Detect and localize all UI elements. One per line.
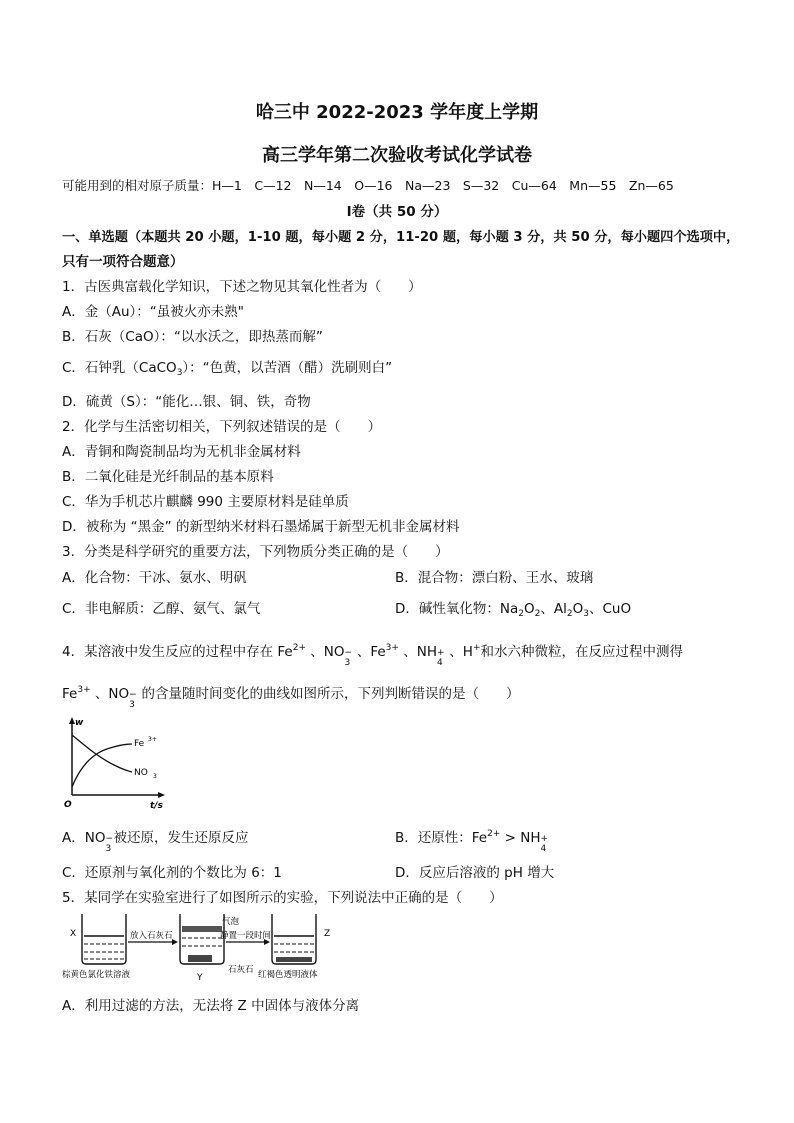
section-title: Ⅰ卷（共 50 分）	[346, 204, 448, 220]
q4-a-sub: 3	[105, 844, 112, 854]
q2-option-b: B．二氧化硅是光纤制品的基本原料	[62, 469, 274, 485]
q4-graph	[62, 715, 172, 810]
beaker-x	[82, 914, 126, 964]
q3-stem: 3．分类是科学研究的重要方法，下列物质分类正确的是（ ）	[62, 544, 449, 560]
q4-b-sup: 2+	[487, 829, 501, 839]
q4-nh4-sub: 4	[437, 658, 443, 668]
beaker-z-solid	[276, 957, 312, 962]
q3-option-d	[395, 597, 631, 619]
q3-d-mid-3: O	[572, 601, 584, 617]
q4-b-nh4-sup: +	[540, 834, 549, 844]
graph-curve-no3	[72, 735, 132, 772]
beaker-z	[272, 914, 316, 964]
q2-option-c: C．华为手机芯片麒麟 990 主要原材料是硅单质	[62, 494, 349, 510]
label-z: Z	[324, 929, 331, 939]
q3-d-mid-2: 、Al	[540, 601, 567, 617]
instructions-line-1: 一、单选题（本题共 20 小题，1-10 题，每小题 2 分，11-20 题，每小题 3 分，共 50 分，每小题四个选项中，	[62, 230, 740, 245]
q4-stem-post: 和水六种微粒，在反应过程中测得	[480, 644, 683, 660]
instructions-line-2: 只有一项符合题意）	[62, 254, 184, 270]
q4-nh4-sup: +	[437, 648, 445, 658]
q2-option-a: A．青铜和陶瓷制品均为无机非金属材料	[62, 444, 301, 460]
q5-stem: 5．某同学在实验室进行了如图所示的实验，下列说法中正确的是（ ）	[62, 890, 503, 906]
q4-a-post: 被还原，发生还原反应	[113, 830, 249, 846]
q3-d-sub-2: 2	[534, 609, 541, 619]
arrow-1-label: 放入石灰石	[130, 931, 173, 941]
label-x: X	[70, 929, 77, 939]
exam-subtitle: 高三学年第二次验收考试化学试卷	[262, 145, 532, 166]
beaker-y-bubbles	[182, 926, 222, 932]
q4-no3-sub: 3	[344, 658, 351, 668]
q4-h: 、H	[449, 644, 473, 660]
q4-a-pre: A．NO	[62, 830, 106, 846]
q4-l2-no3: 、NO	[94, 686, 130, 702]
q5-option-a: A．利用过滤的方法，无法将 Z 中固体与液体分离	[62, 998, 360, 1014]
q3-d-post: 、CuO	[589, 601, 632, 617]
q4-no3-sup: −	[344, 648, 353, 658]
bubble-label: 气泡	[222, 917, 240, 927]
graph-x-arrow	[158, 792, 165, 798]
q4-fe3: 、Fe	[356, 644, 386, 660]
q2-option-d: D．被称为 “黑金” 的新型纳米材料石墨烯属于新型无机非金属材料	[62, 519, 460, 535]
q3-d-mid-1: O	[524, 601, 535, 617]
label-z-desc: 红褐色透明液体	[258, 970, 318, 980]
q4-b-pre: B．还原性：Fe	[395, 830, 488, 846]
graph-label-no: NO	[134, 768, 148, 778]
q3-option-b: B．混合物：漂白粉、王水、玻璃	[395, 570, 594, 586]
q3-d-pre: D．碱性氧化物：Na	[395, 601, 519, 617]
q3-option-a: A．化合物：干冰、氨水、明矾	[62, 570, 247, 586]
q1-c-pre: C．石钟乳（CaCO	[62, 360, 177, 376]
q2-stem: 2．化学与生活密切相关，下列叙述错误的是（ ）	[62, 419, 382, 435]
q4-stem	[62, 640, 683, 668]
q1-c-sub: 3	[176, 368, 183, 378]
q4-fe3-sup: 3+	[385, 643, 399, 653]
q4-l2-no3-sup: −	[129, 690, 137, 700]
q4-nh4: 、NH	[403, 644, 437, 660]
graph-curve-fe3	[72, 744, 132, 787]
q1-option-c	[62, 356, 392, 378]
q4-a-sup: −	[105, 834, 114, 844]
q4-sup-fe2: 2+	[292, 643, 306, 653]
q3-d-sub-1: 2	[518, 609, 525, 619]
q4-b-nh4-sub: 4	[540, 844, 547, 854]
q3-d-sub-4: 3	[583, 609, 589, 619]
q4-option-d: D．反应后溶液的 pH 增大	[395, 865, 555, 881]
label-y-desc: 石灰石	[228, 965, 254, 975]
beaker-y-limestone	[188, 955, 212, 962]
q4-l2-post: 的含量随时间变化的曲线如图所示，下列判断错误的是（ ）	[141, 686, 520, 702]
q4-l2-fe: Fe	[62, 686, 78, 702]
graph-x-label: t/s	[150, 801, 163, 810]
q1-stem: 1．古医典富载化学知识，下述之物见其氧化性者为（ ）	[62, 279, 422, 295]
q4-b-mid: > NH	[500, 830, 541, 846]
graph-y-label: w	[75, 718, 84, 728]
q4-stem-line-2	[62, 682, 520, 710]
q1-option-d: D．硫黄（S）：“能化…银、铜、铁，奇物	[62, 394, 311, 410]
arrow-2-label: 静置一段时间	[220, 931, 272, 941]
q1-c-post: ）：“色黄，以苦酒（醋）洗刷则白”	[182, 360, 393, 376]
q4-no3: 、NO	[310, 644, 345, 660]
q4-option-b	[395, 826, 549, 854]
graph-label-fe: Fe	[134, 739, 145, 749]
q5-experiment-diagram	[62, 908, 362, 983]
graph-label-fe-sup: 3+	[148, 736, 157, 743]
q4-option-a	[62, 826, 249, 854]
graph-origin: O	[64, 800, 72, 810]
q4-h-sup: +	[472, 643, 481, 653]
q1-option-a: A．金（Au）：“虽被火亦未熟"	[62, 304, 244, 320]
label-x-desc: 棕黄色氯化铁溶液	[62, 970, 131, 980]
q3-d-sub-3: 2	[566, 609, 573, 619]
arrow-1-head	[172, 939, 178, 945]
q4-l2-no3-sub: 3	[129, 700, 135, 710]
graph-label-no-sub: 3	[153, 773, 157, 780]
q4-l2-fe-sup: 3+	[77, 685, 91, 695]
q3-option-c: C．非电解质：乙醇、氨气、氯气	[62, 601, 261, 617]
q4-option-c: C．还原剂与氧化剂的个数比为 6：1	[62, 865, 282, 881]
q4-stem-pre: 4．某溶液中发生反应的过程中存在 Fe	[62, 644, 293, 660]
label-y: Y	[197, 973, 203, 983]
q1-option-b: B．石灰（CaO）：“以水沃之，即热蒸而解”	[62, 329, 323, 345]
exam-title: 哈三中 2022-2023 学年度上学期	[255, 102, 539, 123]
atomic-masses: 可能用到的相对原子质量：H—1 C—12 N—14 O—16 Na—23 S—32 Cu—64 Mn—55 Zn—65	[62, 178, 674, 193]
